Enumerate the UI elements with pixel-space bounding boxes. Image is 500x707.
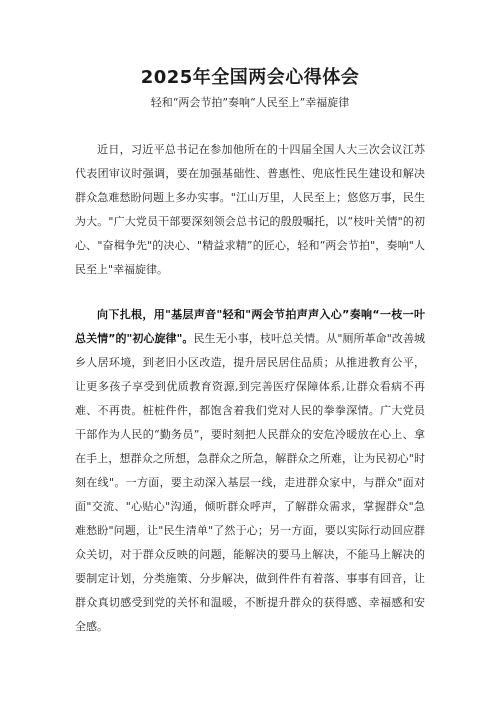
document-subtitle: 轻和“两会节拍”奏响“人民至上”幸福旋律 <box>150 96 350 109</box>
paragraph-section-1 <box>75 303 425 639</box>
section-1-heading: 向下扎根，用"基层声音"轻和"两会节拍声声入心”奏响“一枝一叶总关情”的"初心旋律"。 <box>75 308 425 345</box>
document-title: 2025年全国两会心得体会 <box>140 67 360 88</box>
section-1-body: 民生无小事，枝叶总关情。从"厕所革命"改善城乡人居环境，到老旧小区改造，提升居民居住品质；从推进教育公平，让更多孩子享受到优质教育资源,到完善医疗保障体系,让群众看病不再难、不再贵。桩桩件件，都饱含着我们党对人民的拳拳深情。广大党员干部作为人民的“勤务员”，要时刻把人民群众的安危冷暖放在心上、拿在手上，想群众之所想，急群众之所急，解群众之所难，让为民初心"时刻在线"。一方面，要主动深入基层一线，走进群众家中，与群众"面对面"交流、"心贴心"沟通，倾听群众呼声，了解群众需求，掌握群众"急难愁盼"问题，让"民生清单"了然于心；另一方面，要以实际行动回应群众关切，对于群众反映的问题，能解决的要马上解决，不能马上解决的要制定计划，分类施策、分步解决，做到件件有着落、事事有回音，让群众真切感受到党的关怀和温暖，不断提升群众的获得感、幸福感和安全感。 <box>75 332 425 633</box>
paragraph-intro <box>75 138 425 282</box>
paragraph-intro-text: 近日，习近平总书记在参加他所在的十四届全国人大三次会议江苏代表团审议时强调，要在加强基础性、普惠性、兜底性民生建设和解决群众急难愁盼问题上多办实事。"江山万里，人民至上；悠悠万事，民生为大。"广大党员干部要深刻领会总书记的殷殷嘱托，以“枝叶关情"的初心、"奋楫争先"的决心、"精益求精”的匠心，轻和“两会节拍"，奏响"人民至上"幸福旋律。 <box>75 143 425 276</box>
